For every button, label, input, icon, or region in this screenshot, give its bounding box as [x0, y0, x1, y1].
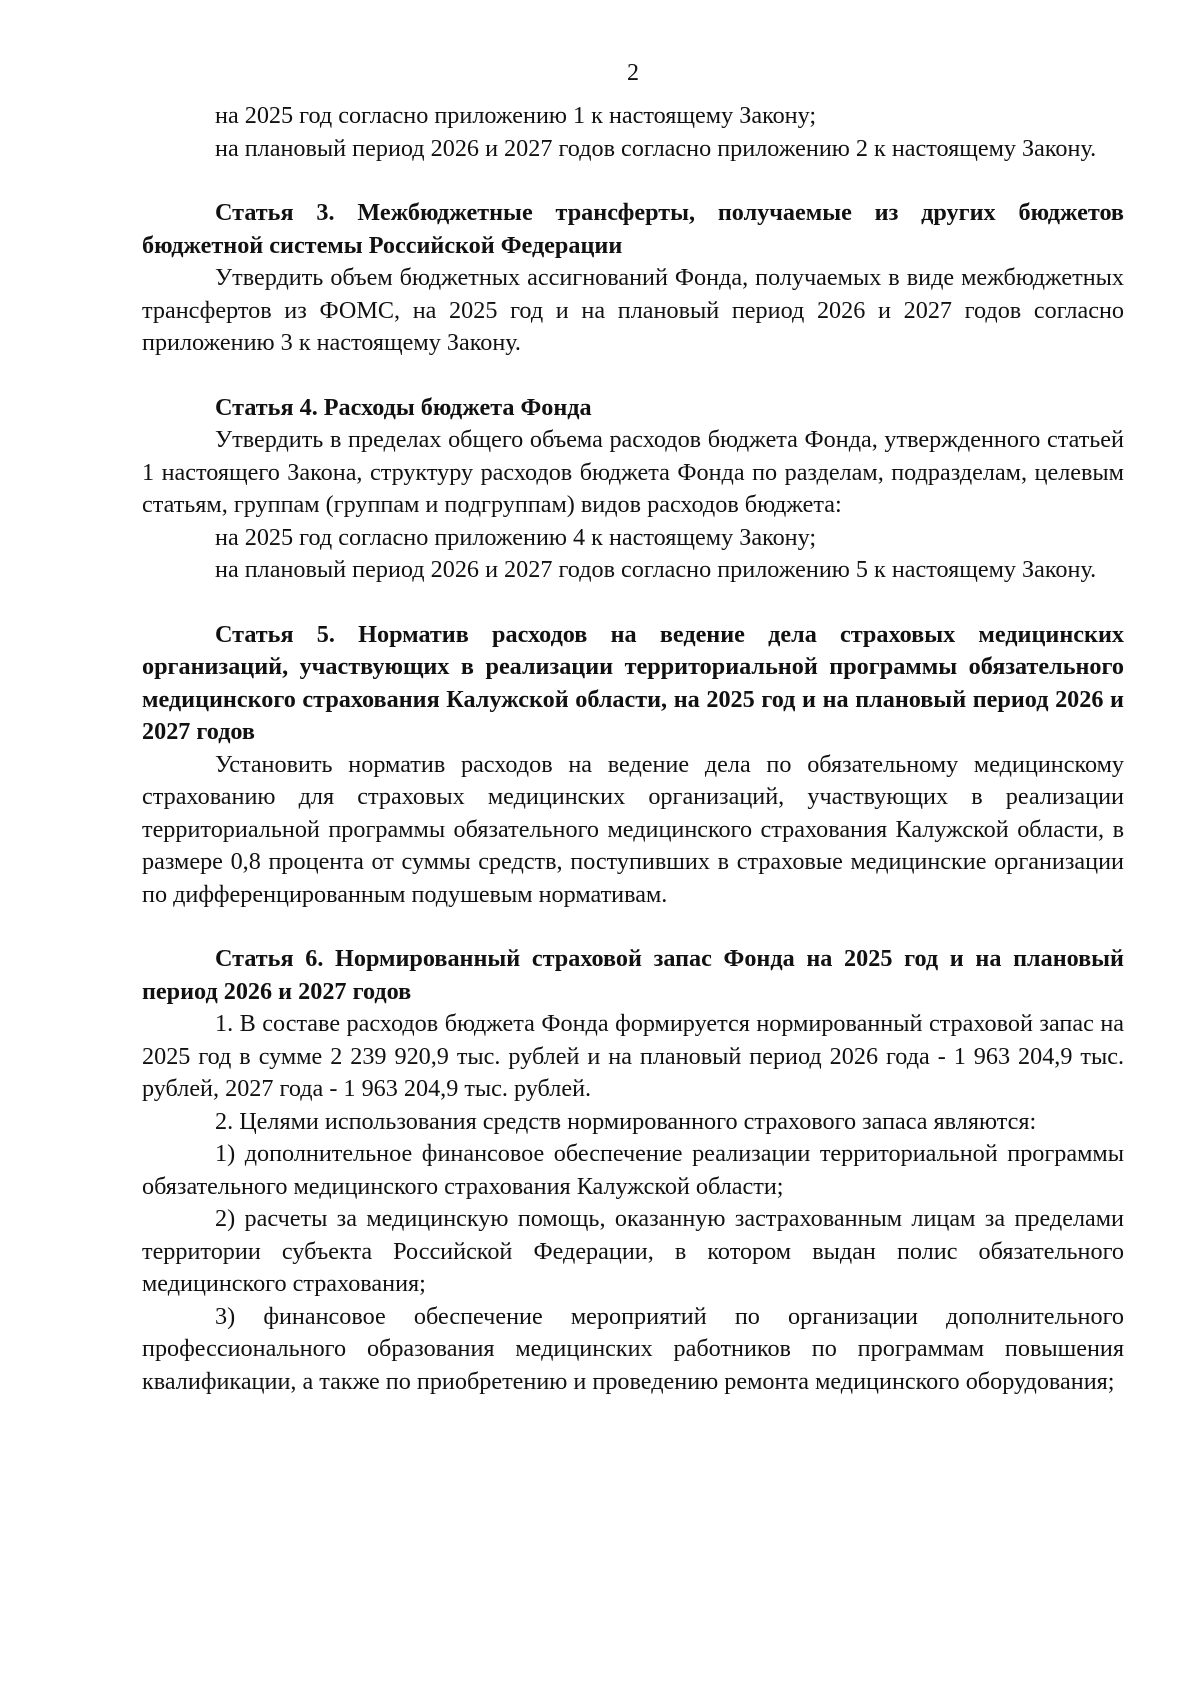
- intro-paragraph-1: на 2025 год согласно приложению 1 к настоящему Закону;: [215, 102, 817, 129]
- article-6-item-2: 2) расчеты за медицинскую помощь, оказанную застрахованным лицам за пределами территории субъекта Российской Федерации, в котором выдан полис обязательного медицинского страхования;: [142, 1205, 1124, 1297]
- article-4-paragraph-3: на плановый период 2026 и 2027 годов согласно приложению 5 к настоящему Закону.: [215, 556, 1097, 583]
- article-6-paragraph-2: 2. Целями использования средств нормированного страхового запаса являются:: [215, 1107, 1037, 1135]
- article-6-item-3: 3) финансовое обеспечение мероприятий по организации дополнительного профессионального образования медицинских работников по программам повышения квалификации, а также по приобретению и проведению ремонта медицинского оборудования;: [142, 1302, 1124, 1395]
- article-6-heading: Статья 6. Нормированный страховой запас Фонда на 2025 год и на плановый период 2026 и 2027 годов: [142, 945, 1124, 1005]
- document-page: [142, 58, 1124, 1398]
- article-3-paragraph-1: Утвердить объем бюджетных ассигнований Фонда, получаемых в виде межбюджетных трансфертов из ФОМС, на 2025 год и на плановый период 2026 и 2027 годов согласно приложению 3 к настоящему Закону.: [142, 264, 1124, 356]
- page-number: 2: [627, 60, 639, 86]
- intro-paragraph-2: на плановый период 2026 и 2027 годов согласно приложению 2 к настоящему Закону.: [215, 134, 1097, 162]
- article-5-paragraph-1: Установить норматив расходов на ведение дела по обязательному медицинскому страхованию для страховых медицинских организаций, участвующих в реализации территориальной программы обязательного медицинского страхования Калужской области, в размере 0,8 процента от суммы средств, поступивших в страховые медицинские организации по дифференцированным подушевым нормативам.: [142, 750, 1124, 908]
- article-4-paragraph-1: Утвердить в пределах общего объема расходов бюджета Фонда, утвержденного статьей 1 настоящего Закона, структуру расходов бюджета Фонда по разделам, подразделам, целевым статьям, группам (группам и подгруппам) видов расходов бюджета:: [142, 426, 1124, 518]
- article-4-heading: Статья 4. Расходы бюджета Фонда: [215, 393, 592, 421]
- article-4-paragraph-2: на 2025 год согласно приложению 4 к настоящему Закону;: [215, 523, 817, 551]
- article-3-heading: Статья 3. Межбюджетные трансферты, получаемые из других бюджетов бюджетной системы Российской Федерации: [142, 199, 1124, 259]
- article-6-item-1: 1) дополнительное финансовое обеспечение реализации территориальной программы обязательного медицинского страхования Калужской области;: [142, 1140, 1124, 1200]
- article-5-heading: Статья 5. Норматив расходов на ведение дела страховых медицинских организаций, участвующих в реализации территориальной программы обязательного медицинского страхования Калужской области, на 2025 год и на плановый период 2026 и 2027 годов: [142, 620, 1124, 745]
- article-6-paragraph-1: 1. В составе расходов бюджета Фонда формируется нормированный страховой запас на 2025 год в сумме 2 239 920,9 тыс. рублей и на плановый период 2026 года - 1 963 204,9 тыс. рублей, 2027 года - 1 963 204,9 тыс. рублей.: [142, 1010, 1124, 1102]
